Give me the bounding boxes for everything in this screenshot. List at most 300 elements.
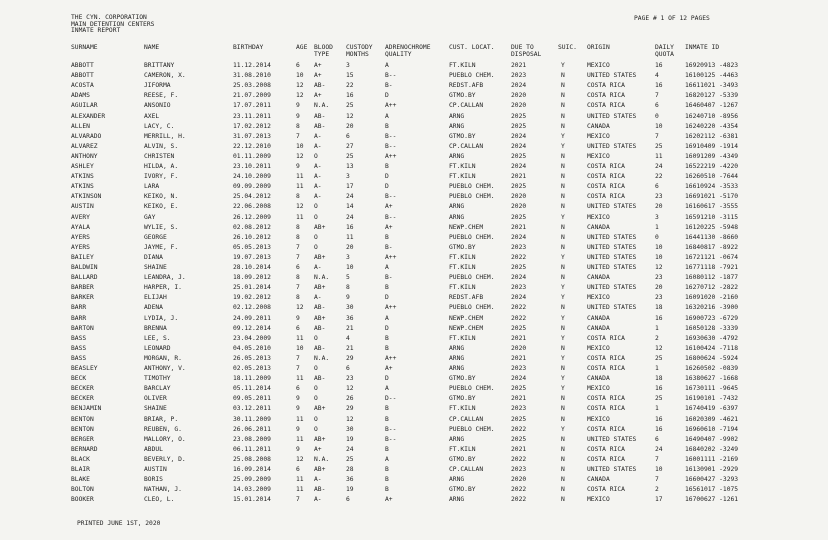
cell-locat: PUEBLO CHEM. (449, 72, 495, 80)
cell-name: CLEO, L. (144, 496, 175, 504)
cell-name: JIFORMA (144, 82, 171, 90)
cell-birthday: 05.05.2013 (233, 243, 271, 251)
cell-quota: 24 (655, 445, 663, 453)
cell-inmate-id: 16730111 -9645 (685, 385, 739, 393)
cell-custody: 27 (346, 142, 354, 150)
cell-blood: N.A. (314, 455, 330, 463)
cell-surname: ALEXANDER (71, 112, 106, 120)
cell-adreno: A+ (385, 496, 393, 504)
cell-inmate-id: 16721121 -0674 (685, 253, 739, 261)
cell-inmate-id: 16820127 -5339 (685, 92, 739, 100)
cell-suic: N (561, 193, 565, 201)
cell-origin: UNITED STATES (587, 264, 637, 271)
report-title: INMATE REPORT (71, 27, 121, 35)
col-birthday: BIRTHDAY (233, 44, 264, 51)
table-row (0, 72, 828, 81)
cell-quota: 7 (655, 476, 659, 484)
cell-name: WYLIE, S. (144, 223, 179, 231)
col-suic: SUIC. (558, 44, 577, 51)
cell-origin: COSTA RICA (587, 455, 625, 463)
cell-birthday: 30.11.2009 (233, 415, 271, 423)
cell-quota: 7 (655, 92, 659, 100)
cell-disposal: 2025 (511, 324, 527, 332)
cell-origin: CANADA (587, 375, 610, 383)
cell-custody: 24 (346, 193, 354, 201)
cell-origin: MEXICO (587, 294, 610, 302)
table-row (0, 173, 828, 182)
table-row (0, 123, 828, 132)
cell-name: ADENA (144, 304, 163, 312)
cell-suic: N (561, 72, 565, 80)
cell-suic: N (561, 344, 565, 352)
cell-origin: UNITED STATES (587, 72, 637, 80)
cell-birthday: 19.02.2012 (233, 294, 271, 302)
cell-blood: AB- (314, 122, 326, 130)
col-custody-months: CUSTODY MONTHS (346, 44, 373, 58)
cell-locat: NEWP.CHEM (449, 223, 484, 231)
cell-name: TIMOTHY (144, 375, 171, 383)
cell-suic: Y (561, 294, 565, 302)
table-row (0, 486, 828, 495)
cell-age: 12 (296, 455, 304, 463)
cell-quota: 16 (655, 82, 663, 90)
cell-adreno: A (385, 455, 389, 463)
cell-age: 9 (296, 112, 300, 120)
cell-age: 11 (296, 415, 304, 423)
cell-disposal: 2025 (511, 152, 527, 160)
cell-origin: COSTA RICA (587, 354, 625, 362)
cell-custody: 6 (346, 132, 350, 140)
cell-blood: AB- (314, 112, 326, 120)
cell-locat: ARNG (449, 213, 465, 221)
cell-inmate-id: 16190101 -7432 (685, 395, 739, 403)
cell-surname: ABBOTT (71, 62, 94, 69)
cell-birthday: 09.09.2009 (233, 183, 271, 191)
cell-custody: 26 (346, 395, 354, 403)
cell-disposal: 2020 (511, 92, 527, 100)
cell-locat: FT.KILN (449, 405, 476, 413)
cell-suic: Y (561, 385, 565, 393)
cell-disposal: 2025 (511, 122, 527, 130)
cell-surname: BALLARD (71, 274, 98, 282)
cell-quota: 12 (655, 344, 663, 352)
cell-custody: 24 (346, 213, 354, 221)
cell-age: 10 (296, 142, 304, 150)
cell-age: 10 (296, 344, 304, 352)
cell-birthday: 09.05.2011 (233, 395, 271, 403)
cell-name: IVORY, F. (144, 173, 179, 181)
cell-surname: BARBER (71, 284, 94, 292)
cell-disposal: 2024 (511, 132, 527, 140)
cell-blood: A- (314, 132, 322, 140)
cell-locat: FT.KILN (449, 284, 476, 292)
table-row (0, 304, 828, 313)
table-row (0, 264, 828, 273)
cell-disposal: 2024 (511, 375, 527, 383)
cell-inmate-id: 16130901 -2929 (685, 466, 739, 473)
cell-birthday: 16.09.2014 (233, 466, 271, 473)
cell-custody: 11 (346, 233, 354, 241)
table-row (0, 496, 828, 505)
cell-origin: COSTA RICA (587, 395, 625, 403)
cell-quota: 23 (655, 274, 663, 282)
cell-origin: COSTA RICA (587, 425, 625, 433)
cell-locat: ARNG (449, 152, 465, 160)
cell-custody: 3 (346, 173, 350, 181)
table-row (0, 193, 828, 202)
cell-adreno: A++ (385, 102, 397, 110)
cell-name: LYDIA, J. (144, 314, 179, 322)
cell-locat: FT.KILN (449, 173, 476, 181)
cell-inmate-id: 16840202 -3249 (685, 445, 739, 453)
col-adrenochrome-quality: ADRENOCHROME QUALITY (385, 44, 431, 58)
cell-custody: 19 (346, 435, 354, 443)
cell-inmate-id: 16240710 -8956 (685, 112, 739, 120)
table-row (0, 294, 828, 303)
cell-birthday: 26.10.2012 (233, 233, 271, 241)
cell-origin: CANADA (587, 476, 610, 484)
table-row (0, 375, 828, 384)
cell-locat: GTMO.BY (449, 92, 476, 100)
cell-suic: N (561, 415, 565, 423)
cell-surname: AGUILAR (71, 102, 98, 110)
cell-surname: ALLEN (71, 122, 90, 130)
cell-inmate-id: 16240220 -4354 (685, 122, 739, 130)
cell-suic: N (561, 466, 565, 473)
cell-adreno: A (385, 314, 389, 322)
cell-adreno: D (385, 294, 389, 302)
cell-quota: 16 (655, 314, 663, 322)
cell-disposal: 2024 (511, 82, 527, 90)
cell-custody: 20 (346, 122, 354, 130)
cell-suic: N (561, 163, 565, 170)
cell-blood: A- (314, 496, 322, 504)
cell-adreno: A++ (385, 253, 397, 261)
table-row (0, 153, 828, 162)
cell-name: GEORGE (144, 233, 167, 241)
cell-suic: N (561, 274, 565, 282)
cell-name: GAY (144, 213, 156, 221)
cell-suic: N (561, 324, 565, 332)
cell-surname: BLACK (71, 455, 90, 463)
cell-inmate-id: 16960610 -7194 (685, 425, 739, 433)
cell-name: CAMERON, X. (144, 72, 186, 80)
cell-suic: Y (561, 314, 565, 322)
cell-locat: FT.KILN (449, 62, 476, 69)
table-row (0, 456, 828, 465)
cell-birthday: 23.08.2009 (233, 435, 271, 443)
cell-birthday: 25.09.2009 (233, 476, 271, 484)
cell-adreno: B-- (385, 435, 397, 443)
cell-name: AUSTIN (144, 466, 167, 473)
cell-disposal: 2024 (511, 274, 527, 282)
cell-blood: AB+ (314, 405, 326, 413)
table-row (0, 385, 828, 394)
cell-name: OLIVER (144, 395, 167, 403)
table-row (0, 274, 828, 283)
cell-disposal: 2022 (511, 253, 527, 261)
cell-name: HILDA, A. (144, 163, 179, 170)
print-date: PRINTED JUNE 1ST, 2020 (77, 520, 161, 527)
department-name: MAIN DETENTION CENTERS (71, 20, 155, 28)
cell-name: ALVIN, S. (144, 142, 179, 150)
cell-name: LEANDRA, J. (144, 274, 186, 282)
cell-age: 9 (296, 445, 300, 453)
cell-disposal: 2020 (511, 203, 527, 211)
cell-blood: N.A. (314, 102, 330, 110)
cell-inmate-id: 16320216 -3900 (685, 304, 739, 312)
cell-quota: 6 (655, 102, 659, 110)
cell-surname: ALVARADO (71, 132, 102, 140)
cell-quota: 2 (655, 334, 659, 342)
table-row (0, 183, 828, 192)
cell-name: CHRISTEN (144, 152, 175, 160)
table-row (0, 92, 828, 101)
cell-origin: COSTA RICA (587, 193, 625, 201)
table-row (0, 426, 828, 435)
cell-surname: ASHLEY (71, 163, 94, 170)
cell-surname: BENTON (71, 415, 94, 423)
cell-blood: A- (314, 264, 322, 271)
cell-surname: BEASLEY (71, 365, 98, 372)
table-row (0, 405, 828, 414)
col-origin: ORIGIN (587, 44, 610, 51)
column-header-row (0, 44, 828, 58)
cell-blood: O (314, 395, 318, 403)
cell-surname: BASS (71, 354, 87, 362)
cell-name: NATHAN, J. (144, 486, 182, 494)
cell-custody: 22 (346, 82, 354, 90)
col-due-to-disposal: DUE TO DISPOSAL (511, 44, 542, 58)
cell-age: 8 (296, 233, 300, 241)
cell-surname: AYERS (71, 233, 90, 241)
cell-inmate-id: 16100424 -7118 (685, 344, 739, 352)
cell-surname: ATKINSON (71, 193, 102, 201)
col-age: AGE (296, 44, 308, 51)
cell-quota: 7 (655, 132, 659, 140)
cell-blood: A- (314, 476, 322, 484)
cell-suic: Y (561, 213, 565, 221)
cell-locat: GTMO.BY (449, 243, 476, 251)
cell-locat: FT.KILN (449, 253, 476, 261)
cell-origin: COSTA RICA (587, 163, 625, 170)
table-row (0, 476, 828, 485)
cell-age: 10 (296, 72, 304, 80)
table-row (0, 214, 828, 223)
cell-quota: 16 (655, 62, 663, 69)
cell-inmate-id: 16120225 -5948 (685, 223, 739, 231)
cell-name: DIANA (144, 253, 163, 261)
cell-suic: N (561, 102, 565, 110)
cell-name: LARA (144, 183, 160, 191)
cell-quota: 10 (655, 466, 663, 473)
cell-name: SHAINE (144, 405, 167, 413)
cell-custody: 28 (346, 466, 354, 473)
cell-quota: 10 (655, 253, 663, 261)
cell-origin: MEXICO (587, 496, 610, 504)
cell-age: 7 (296, 354, 300, 362)
cell-locat: GTMO.BY (449, 455, 476, 463)
cell-custody: 16 (346, 223, 354, 231)
cell-disposal: 2025 (511, 415, 527, 423)
cell-age: 6 (296, 385, 300, 393)
cell-age: 7 (296, 496, 300, 504)
cell-suic: N (561, 122, 565, 130)
cell-adreno: D (385, 324, 389, 332)
cell-adreno: B (385, 334, 389, 342)
cell-locat: ARNG (449, 203, 465, 211)
cell-quota: 25 (655, 395, 663, 403)
cell-inmate-id: 16920913 -4823 (685, 62, 739, 69)
cell-origin: COSTA RICA (587, 82, 625, 90)
cell-custody: 25 (346, 102, 354, 110)
table-row (0, 203, 828, 212)
cell-suic: N (561, 223, 565, 231)
cell-quota: 17 (655, 496, 663, 504)
cell-adreno: A+ (385, 223, 393, 231)
cell-blood: AB- (314, 344, 326, 352)
cell-disposal: 2025 (511, 213, 527, 221)
cell-adreno: D (385, 173, 389, 181)
cell-disposal: 2022 (511, 425, 527, 433)
cell-disposal: 2021 (511, 173, 527, 181)
cell-quota: 1 (655, 405, 659, 413)
cell-quota: 23 (655, 294, 663, 302)
page-number: PAGE # 1 OF 12 PAGES (634, 15, 710, 22)
cell-name: LEE, S. (144, 334, 171, 342)
cell-name: MERRILL, H. (144, 132, 186, 140)
cell-custody: 8 (346, 284, 350, 292)
cell-suic: N (561, 486, 565, 494)
cell-adreno: A (385, 62, 389, 69)
cell-inmate-id: 16522219 -4220 (685, 163, 739, 170)
cell-age: 6 (296, 264, 300, 271)
cell-disposal: 2022 (511, 455, 527, 463)
cell-blood: A- (314, 173, 322, 181)
cell-blood: AB+ (314, 253, 326, 261)
cell-blood: A- (314, 163, 322, 170)
cell-age: 9 (296, 314, 300, 322)
cell-birthday: 15.01.2014 (233, 496, 271, 504)
cell-birthday: 26.12.2009 (233, 213, 271, 221)
cell-origin: COSTA RICA (587, 183, 625, 191)
cell-custody: 16 (346, 92, 354, 100)
cell-locat: FT.KILN (449, 334, 476, 342)
cell-suic: Y (561, 375, 565, 383)
cell-surname: BOOKER (71, 496, 94, 504)
cell-name: BARCLAY (144, 385, 171, 393)
cell-surname: BECK (71, 375, 87, 383)
cell-birthday: 18.09.2012 (233, 274, 271, 282)
cell-adreno: B (385, 476, 389, 484)
cell-quota: 4 (655, 72, 659, 80)
cell-age: 9 (296, 163, 300, 170)
cell-inmate-id: 16561017 -1075 (685, 486, 739, 494)
cell-age: 11 (296, 213, 304, 221)
cell-surname: ALVAREZ (71, 142, 98, 150)
cell-disposal: 2022 (511, 486, 527, 494)
cell-age: 11 (296, 486, 304, 494)
cell-disposal: 2023 (511, 466, 527, 473)
cell-disposal: 2024 (511, 233, 527, 241)
cell-quota: 12 (655, 264, 663, 271)
cell-suic: N (561, 395, 565, 403)
cell-surname: BARKER (71, 294, 94, 302)
col-name: NAME (144, 44, 160, 51)
col-blood-type: BLOOD TYPE (314, 44, 333, 58)
cell-birthday: 25.01.2014 (233, 284, 271, 292)
cell-locat: GTMO.BY (449, 395, 476, 403)
cell-quota: 7 (655, 455, 659, 463)
cell-locat: PUEBLO CHEM. (449, 193, 495, 201)
cell-blood: O (314, 243, 318, 251)
cell-custody: 12 (346, 415, 354, 423)
cell-locat: NEWP.CHEM (449, 324, 484, 332)
cell-birthday: 23.04.2009 (233, 334, 271, 342)
cell-name: KEIKO, N. (144, 193, 179, 201)
cell-locat: ARNG (449, 365, 465, 372)
cell-quota: 16 (655, 425, 663, 433)
table-row (0, 315, 828, 324)
cell-disposal: 2021 (511, 223, 527, 231)
cell-suic: N (561, 183, 565, 191)
cell-age: 11 (296, 375, 304, 383)
cell-origin: UNITED STATES (587, 466, 637, 473)
report-header (71, 15, 154, 35)
cell-name: BRITTANY (144, 62, 175, 69)
cell-locat: ARNG (449, 354, 465, 362)
cell-quota: 16 (655, 415, 663, 423)
table-row (0, 234, 828, 243)
cell-origin: MEXICO (587, 213, 610, 221)
cell-birthday: 14.03.2009 (233, 486, 271, 494)
cell-name: MORGAN, R. (144, 354, 182, 362)
table-row (0, 254, 828, 263)
cell-locat: GTMO.BY (449, 375, 476, 383)
cell-inmate-id: 16091020 -2160 (685, 294, 739, 302)
cell-custody: 12 (346, 385, 354, 393)
cell-adreno: B-- (385, 425, 397, 433)
cell-suic: N (561, 243, 565, 251)
cell-quota: 6 (655, 183, 659, 191)
cell-origin: CANADA (587, 314, 610, 322)
cell-name: AXEL (144, 112, 160, 120)
cell-origin: MEXICO (587, 415, 610, 423)
cell-locat: CP.CALLAN (449, 142, 484, 150)
cell-locat: GTMO.BY (449, 132, 476, 140)
cell-suic: N (561, 405, 565, 413)
cell-locat: ARNG (449, 344, 465, 352)
cell-suic: N (561, 112, 565, 120)
cell-quota: 18 (655, 304, 663, 312)
cell-custody: 20 (346, 243, 354, 251)
table-row (0, 466, 828, 475)
cell-name: ANTHONY, V. (144, 365, 186, 372)
cell-inmate-id: 16080112 -1877 (685, 274, 739, 282)
cell-locat: ARNG (449, 112, 465, 120)
cell-blood: O (314, 425, 318, 433)
table-row (0, 113, 828, 122)
cell-adreno: B-- (385, 132, 397, 140)
cell-inmate-id: 16600427 -3293 (685, 476, 739, 484)
cell-locat: PUEBLO CHEM. (449, 183, 495, 191)
cell-birthday: 21.07.2009 (233, 92, 271, 100)
table-row (0, 395, 828, 404)
cell-blood: AB- (314, 486, 326, 494)
cell-adreno: B (385, 344, 389, 352)
cell-suic: N (561, 435, 565, 443)
cell-custody: 36 (346, 476, 354, 484)
